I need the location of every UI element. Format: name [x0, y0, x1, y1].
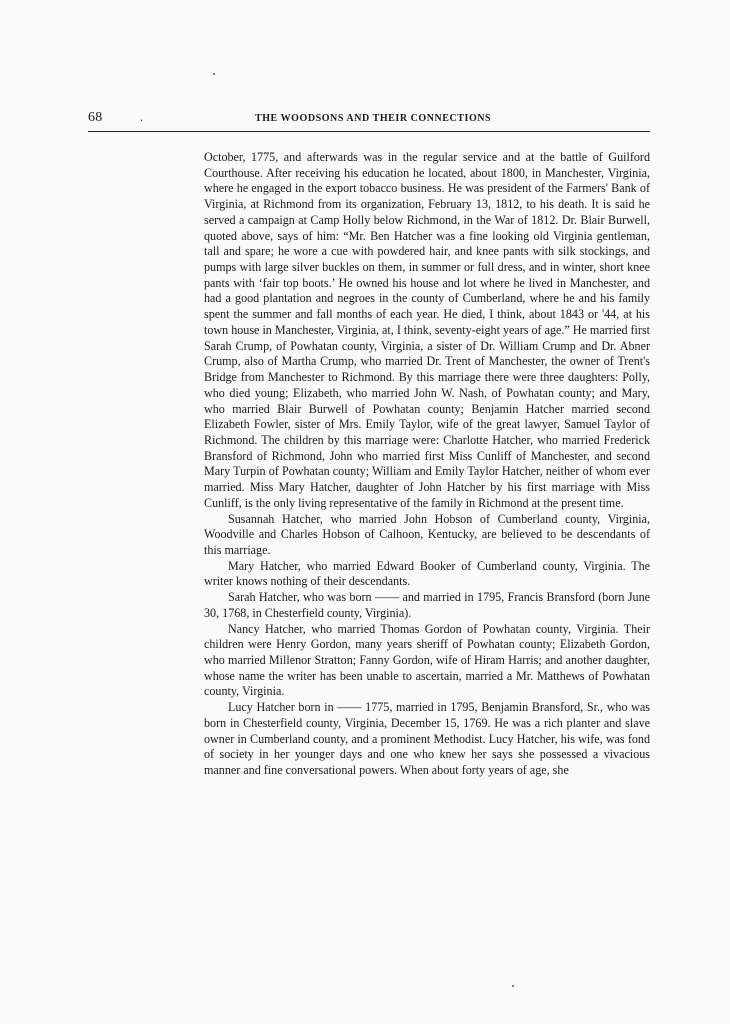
page-header	[88, 110, 650, 128]
page-speck	[213, 73, 215, 75]
page-speck	[512, 985, 514, 987]
body-text	[204, 150, 650, 779]
paragraph: October, 1775, and afterwards was in the regular service and at the battle of Guilford Courthouse. After receiving his education he located, about 1800, in Manchester, Virginia, where he engaged in the export tobacco business. He was president of the Farmers' Bank of Virginia, at Richmond from its organization, February 13, 1812, to his death. It is said he served a campaign at Camp Holly below Richmond, in the War of 1812. Dr. Blair Burwell, quoted above, says of him: “Mr. Ben Hatcher was a fine looking old Virginia gentleman, tall and spare; he wore a cue with powdered hair, and knee pants with silk stockings, and pumps with large silver buckles on them, in summer or full dress, and in winter, short knee pants with ‘fair top boots.’ He owned his house and lot where he lived in Manchester, and had a good plantation and negroes in the county of Cumberland, where he and his family spent the summer and fall months of each year. He died, I think, about 1843 or '44, at his town house in Manchester, Virginia, at, I think, seventy-eight years of age.” He married first Sarah Crump, of Powhatan county, Virginia, a sister of Dr. William Crump and Dr. Abner Crump, also of Martha Crump, who married Dr. Trent of Manchester, the owner of Trent's Bridge from Manchester to Richmond. By this marriage there were three daughters: Polly, who died young; Elizabeth, who married John W. Nash, of Powhatan county; and Mary, who married Blair Burwell of Powhatan county; Benjamin Hatcher married second Elizabeth Fowler, sister of Mrs. Emily Taylor, wife of the great lawyer, Samuel Taylor of Richmond. The children by this marriage were: Charlotte Hatcher, who married Frederick Bransford of Richmond, John who married first Miss Cunliff of Manchester, and second Mary Turpin of Powhatan county; William and Emily Taylor Hatcher, neither of whom ever married. Miss Mary Hatcher, daughter of John Hatcher by his first marriage with Miss Cunliff, is the only living representative of the family in Richmond at the present time.	[204, 150, 651, 510]
paragraph: Sarah Hatcher, who was born —— and married in 1795, Francis Bransford (born June 30, 1768, in Chesterfield county, Virginia).	[204, 590, 650, 620]
running-head: THE WOODSONS AND THEIR CONNECTIONS	[255, 113, 492, 124]
header-separator: .	[140, 110, 143, 124]
page-number: 68	[88, 110, 103, 125]
paragraph: Nancy Hatcher, who married Thomas Gordon of Powhatan county, Virginia. Their children were Henry Gordon, many years sheriff of Powhatan county; Elizabeth Gordon, who married Millenor Stratton; Fanny Gordon, wife of Hiram Harris; and another daughter, whose name the writer has been unable to ascertain, married a Mr. Matthews of Powhatan county, Virginia.	[204, 621, 650, 699]
paragraph: Mary Hatcher, who married Edward Booker of Cumberland county, Virginia. The writer knows nothing of their descendants.	[204, 558, 650, 589]
paragraph: Lucy Hatcher born in —— 1775, married in 1795, Benjamin Bransford, Sr., who was born in Chesterfield county, Virginia, December 15, 1769. He was a rich planter and slave owner in Cumberland county, and a prominent Methodist. Lucy Hatcher, his wife, was fond of society in her younger days and one who knew her says she possessed a vivacious manner and fine conversational powers. When about forty years of age, she	[204, 700, 650, 778]
header-rule	[88, 131, 650, 132]
paragraph: Susannah Hatcher, who married John Hobson of Cumberland county, Virginia, Woodville and Charles Hobson of Calhoon, Kentucky, are believed to be descendants of this marriage.	[204, 511, 650, 557]
